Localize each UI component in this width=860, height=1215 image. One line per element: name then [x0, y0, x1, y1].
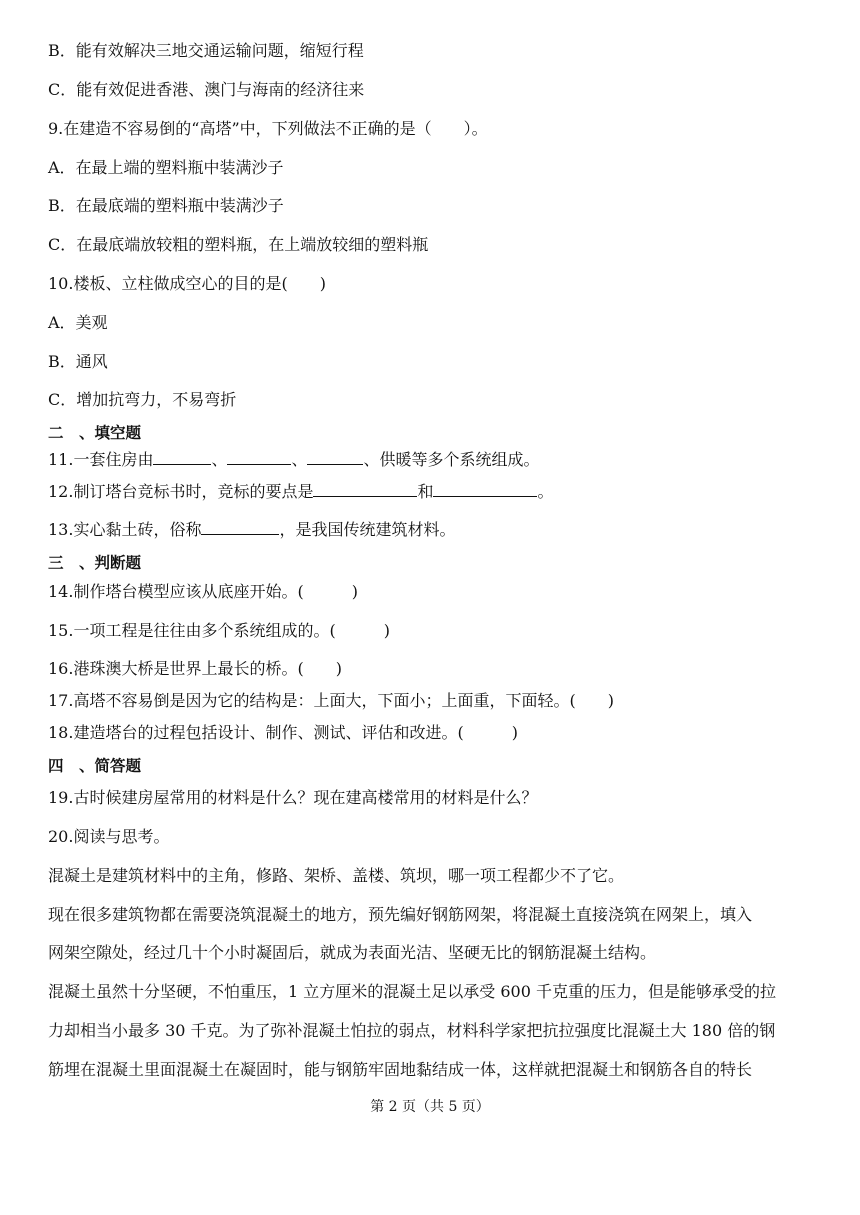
- answer-blank[interactable]: [227, 450, 291, 465]
- paragraph-3-line-2: 力却相当小最多 30 千克。为了弥补混凝土怕拉的弱点，材料科学家把抗拉强度比混凝土大 180 倍的钢: [48, 1021, 776, 1040]
- question-12-text: 12.制订塔台竞标书时，竞标的要点是: [48, 482, 314, 501]
- paragraph-2-line-1: 现在很多建筑物都在需要浇筑混凝土的地方，预先编好钢筋网架，将混凝土直接浇筑在网架上，填入: [48, 905, 753, 924]
- option-c-q10: C．增加抗弯力，不易弯折: [48, 390, 237, 409]
- question-11-text: 11.一套住房由: [48, 450, 154, 469]
- question-13: 13.实心黏土砖，俗称 ，是我国传统建筑材料。: [48, 520, 456, 539]
- answer-blank[interactable]: [307, 450, 363, 465]
- question-9: 9.在建造不容易倒的“高塔”中，下列做法不正确的是（ ）。: [48, 119, 488, 138]
- question-12: 12.制订塔台竞标书时，竞标的要点是 和 。: [48, 482, 554, 501]
- paragraph-3-line-1: 混凝土虽然十分坚硬，不怕重压，1 立方厘米的混凝土足以承受 600 千克重的压力，但是能够承受的拉: [48, 982, 776, 1001]
- option-c-q9: C．在最底端放较粗的塑料瓶，在上端放较细的塑料瓶: [48, 235, 429, 254]
- paragraph-2-line-2: 网架空隙处，经过几十个小时凝固后，就成为表面光洁、坚硬无比的钢筋混凝土结构。: [48, 943, 657, 962]
- question-13-text: 13.实心黏土砖，俗称: [48, 520, 202, 539]
- option-c-q8: C．能有效促进香港、澳门与海南的经济往来: [48, 80, 365, 99]
- page-footer: 第 2 页（共 5 页）: [370, 1099, 490, 1115]
- paragraph-3-line-3: 筋埋在混凝土里面混凝土在凝固时，能与钢筋牢固地黏结成一体，这样就把混凝土和钢筋各自的特长: [48, 1060, 753, 1079]
- option-b-q9: B．在最底端的塑料瓶中装满沙子: [48, 196, 284, 215]
- option-a-q10: A．美观: [48, 313, 108, 332]
- answer-blank[interactable]: [313, 482, 417, 497]
- option-b-q10: B．通风: [48, 352, 108, 371]
- question-10: 10.楼板、立柱做成空心的目的是( ): [48, 274, 326, 293]
- question-14: 14.制作塔台模型应该从底座开始。( ): [48, 582, 358, 601]
- paragraph-1: 混凝土是建筑材料中的主角，修路、架桥、盖楼、筑坝，哪一项工程都少不了它。: [48, 866, 625, 885]
- question-17: 17.高塔不容易倒是因为它的结构是：上面大，下面小；上面重，下面轻。( ): [48, 691, 614, 710]
- question-18: 18.建造塔台的过程包括设计、制作、测试、评估和改进。( ): [48, 723, 518, 742]
- answer-blank[interactable]: [153, 450, 211, 465]
- question-15: 15.一项工程是往往由多个系统组成的。( ): [48, 621, 390, 640]
- option-b-q8: B．能有效解决三地交通运输问题，缩短行程: [48, 41, 364, 60]
- question-19: 19.古时候建房屋常用的材料是什么？现在建高楼常用的材料是什么？: [48, 788, 538, 807]
- option-a-q9: A．在最上端的塑料瓶中装满沙子: [48, 158, 284, 177]
- question-11: 11.一套住房由 、 、 、供暖等多个系统组成。: [48, 450, 540, 469]
- section-heading-fill-blank: 二 、填空题: [48, 424, 142, 442]
- answer-blank[interactable]: [433, 482, 537, 497]
- section-heading-short-answer: 四 、简答题: [48, 757, 142, 775]
- answer-blank[interactable]: [201, 520, 279, 535]
- question-20: 20.阅读与思考。: [48, 827, 170, 846]
- section-heading-true-false: 三 、判断题: [48, 554, 142, 572]
- question-16: 16.港珠澳大桥是世界上最长的桥。( ): [48, 659, 342, 678]
